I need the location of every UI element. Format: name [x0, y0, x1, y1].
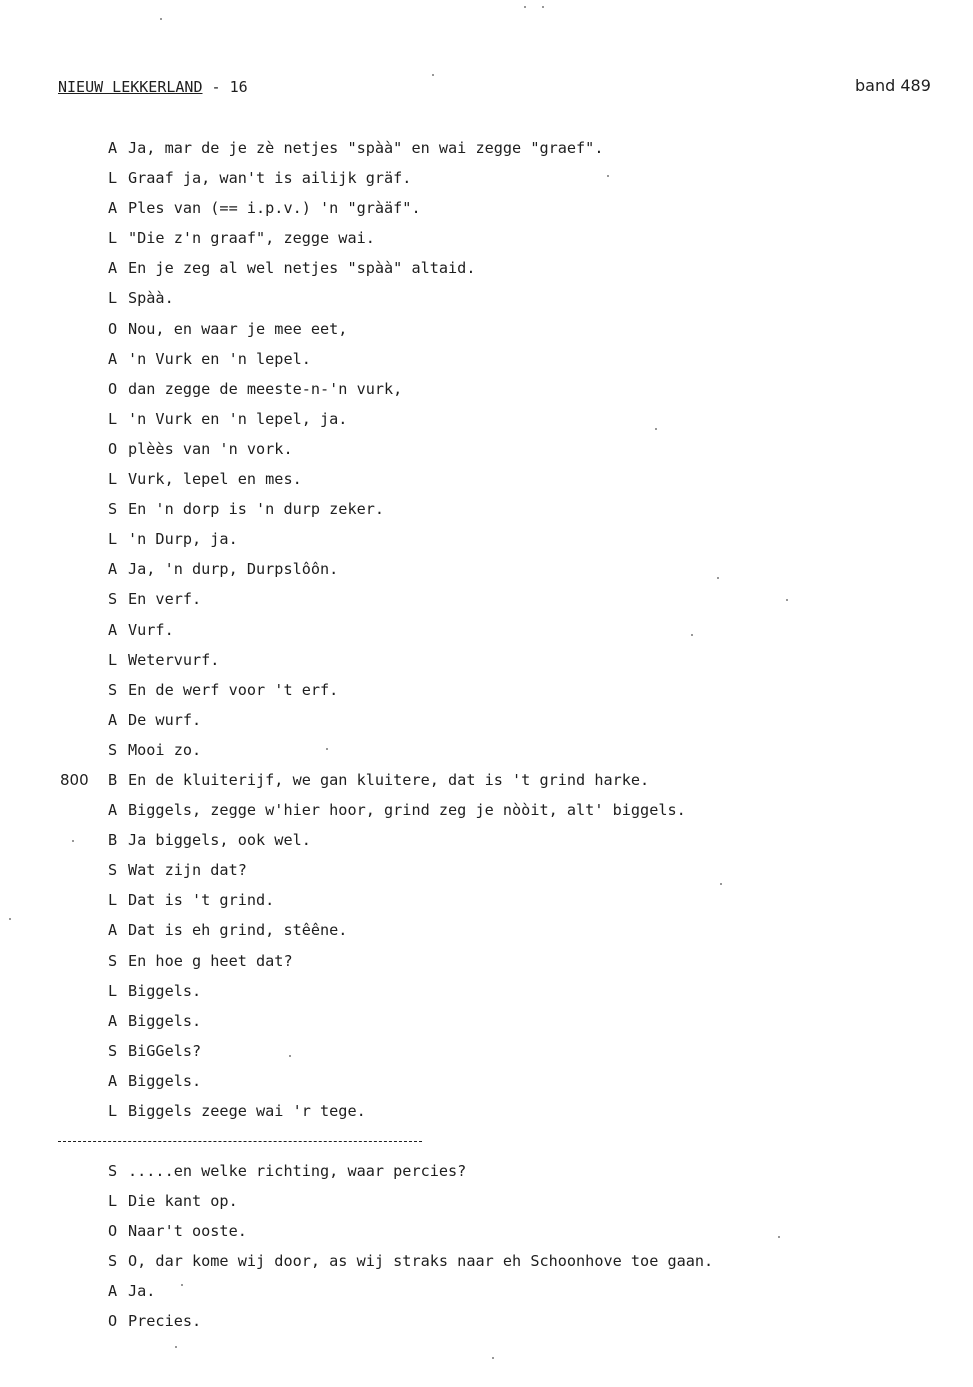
speaker-label: A: [108, 620, 118, 639]
utterance-text: Dat is 't grind.: [128, 891, 275, 910]
dialogue-line: [108, 344, 908, 374]
dialogue-line: [108, 494, 908, 524]
dialogue-line: [108, 283, 908, 313]
dialogue-line: [108, 1276, 908, 1306]
scan-speck: [655, 428, 657, 430]
dialogue-line: [108, 645, 908, 675]
dialogue-line: [108, 1096, 908, 1126]
speaker-label: L: [108, 169, 118, 188]
utterance-text: Wat zijn dat?: [128, 861, 247, 880]
speaker-label: A: [108, 1282, 118, 1301]
speaker-label: S: [108, 951, 118, 970]
scan-speck: [160, 18, 162, 20]
scan-speck: [524, 6, 526, 8]
speaker-label: S: [108, 1041, 118, 1060]
utterance-text: Precies.: [128, 1312, 202, 1331]
utterance-text: En de werf voor 't erf.: [128, 680, 339, 699]
speaker-label: L: [108, 289, 118, 308]
dialogue-line: [108, 915, 908, 945]
speaker-label: S: [108, 500, 118, 519]
speaker-label: A: [108, 560, 118, 579]
dialogue-line: [108, 675, 908, 705]
utterance-text: Vurk, lepel en mes.: [128, 470, 302, 489]
utterance-text: Ja biggels, ook wel.: [128, 831, 311, 850]
dialogue-line: [108, 946, 908, 976]
speaker-label: L: [108, 1102, 118, 1120]
utterance-text: Ja, 'n durp, Durpslôôn.: [128, 560, 339, 579]
speaker-label: A: [108, 801, 118, 820]
speaker-label: A: [108, 1071, 118, 1090]
utterance-text: Vurf.: [128, 620, 174, 639]
utterance-text: Ja.: [128, 1282, 156, 1301]
utterance-text: Biggels.: [128, 981, 202, 1000]
speaker-label: O: [108, 439, 118, 458]
speaker-label: L: [108, 530, 118, 549]
speaker-label: S: [108, 1162, 118, 1180]
utterance-text: Wetervurf.: [128, 650, 220, 669]
speaker-label: A: [108, 349, 118, 368]
speaker-label: L: [108, 470, 118, 489]
speaker-label: S: [108, 680, 118, 699]
speaker-label: S: [108, 740, 118, 759]
dialogue-line: [108, 554, 908, 584]
dialogue-line: [108, 133, 908, 163]
dialogue-line: [108, 825, 908, 855]
scan-speck: [175, 1346, 177, 1348]
dialogue-line: [108, 1216, 908, 1246]
utterance-text: Biggels.: [128, 1071, 202, 1090]
speaker-label: B: [108, 831, 118, 850]
speaker-label: A: [108, 259, 118, 278]
header-separator: -: [202, 78, 230, 96]
utterance-text: En de kluiterijf, we gan kluitere, dat is 't grind harke.: [128, 770, 650, 789]
dialogue-line: [108, 1246, 908, 1276]
speaker-label: A: [108, 1011, 118, 1030]
speaker-label: L: [108, 229, 118, 248]
utterance-text: Die kant op.: [128, 1192, 238, 1211]
page-header: [58, 78, 248, 96]
dialogue-line: [108, 1186, 908, 1216]
utterance-text: 'n Vurk en 'n lepel.: [128, 349, 311, 368]
dialogue-line: [108, 1066, 908, 1096]
speaker-label: A: [108, 199, 118, 218]
scan-speck: [326, 748, 328, 750]
utterance-text: dan zegge de meeste-n-'n vurk,: [128, 379, 403, 398]
speaker-label: O: [108, 1312, 118, 1331]
document-title: NIEUW LEKKERLAND: [58, 78, 203, 96]
speaker-label: O: [108, 1222, 118, 1241]
scan-speck: [432, 74, 434, 76]
dialogue-line: [108, 253, 908, 283]
utterance-text: "Die z'n graaf", zegge wai.: [128, 229, 375, 248]
utterance-text: plèès van 'n vork.: [128, 439, 293, 458]
dialogue-line: [108, 434, 908, 464]
speaker-label: B: [108, 770, 118, 789]
utterance-text: Ja, mar de je zè netjes "spàà" en wai zegge "graef".: [128, 139, 604, 157]
utterance-text: De wurf.: [128, 710, 202, 729]
speaker-label: S: [108, 861, 118, 880]
dialogue-line: [108, 615, 908, 645]
scan-speck: [72, 840, 74, 842]
dialogue-line: [108, 855, 908, 885]
utterance-text: Biggels zeege wai 'r tege.: [128, 1102, 366, 1120]
scan-speck: [9, 918, 11, 920]
utterance-text: Biggels, zegge w'hier hoor, grind zeg je nòòit, alt' biggels.: [128, 801, 686, 820]
dialogue-line: [108, 1306, 908, 1336]
utterance-text: En verf.: [128, 590, 202, 609]
dialogue-line: [108, 464, 908, 494]
scan-speck: [607, 175, 609, 177]
utterance-text: En 'n dorp is 'n durp zeker.: [128, 500, 385, 519]
dialogue-line: [108, 976, 908, 1006]
dialogue-line: [108, 795, 908, 825]
speaker-label: L: [108, 650, 118, 669]
utterance-text: Spàà.: [128, 289, 174, 308]
speaker-label: O: [108, 379, 118, 398]
line-counter-marker: 800: [60, 770, 89, 789]
scan-speck: [542, 6, 544, 8]
scan-speck: [717, 577, 719, 579]
dialogue-line: [108, 1036, 908, 1066]
speaker-label: S: [108, 1252, 118, 1271]
utterance-text: Biggels.: [128, 1011, 202, 1030]
dialogue-line: [108, 314, 908, 344]
dialogue-line: [108, 374, 908, 404]
dialogue-line: [108, 735, 908, 765]
speaker-label: A: [108, 139, 118, 157]
scan-speck: [778, 1236, 780, 1238]
dialogue-block-continued: [108, 1156, 908, 1337]
scan-speck: [786, 599, 788, 601]
speaker-label: S: [108, 590, 118, 609]
speaker-label: A: [108, 710, 118, 729]
dialogue-line: [108, 223, 908, 253]
dialogue-line: [60, 765, 908, 795]
dialogue-line: [108, 524, 908, 554]
utterance-text: 'n Durp, ja.: [128, 530, 238, 549]
utterance-text: Nou, en waar je mee eet,: [128, 319, 348, 338]
scan-speck: [720, 883, 722, 885]
speaker-label: O: [108, 319, 118, 338]
dialogue-line: [108, 193, 908, 223]
dialogue-line: [108, 885, 908, 915]
dialogue-line: [108, 163, 908, 193]
band-number: band 489: [855, 76, 931, 95]
speaker-label: A: [108, 921, 118, 940]
utterance-text: .....en welke richting, waar percies?: [128, 1162, 467, 1180]
utterance-text: 'n Vurk en 'n lepel, ja.: [128, 409, 348, 428]
utterance-text: Mooi zo.: [128, 740, 202, 759]
dialogue-line: [108, 404, 908, 434]
utterance-text: BiGGels?: [128, 1041, 202, 1060]
speaker-label: L: [108, 891, 118, 910]
scan-speck: [289, 1055, 291, 1057]
utterance-text: Naar't ooste.: [128, 1222, 247, 1241]
scan-speck: [492, 1357, 494, 1359]
speaker-label: L: [108, 1192, 118, 1211]
dialogue-line: [108, 1156, 908, 1186]
dialogue-line: [108, 1006, 908, 1036]
page-number: 16: [229, 78, 248, 96]
utterance-text: Dat is eh grind, stêêne.: [128, 921, 348, 940]
utterance-text: En je zeg al wel netjes "spàà" altaid.: [128, 259, 476, 278]
scan-speck: [181, 1284, 183, 1286]
dialogue-block: [60, 133, 908, 1126]
speaker-label: L: [108, 409, 118, 428]
utterance-text: Graaf ja, wan't is ailijk gräf.: [128, 169, 412, 188]
dialogue-line: [108, 584, 908, 614]
section-divider: [58, 1141, 422, 1142]
scan-speck: [691, 634, 693, 636]
utterance-text: Ples van (== i.p.v.) 'n "gràäf".: [128, 199, 421, 218]
utterance-text: O, dar kome wij door, as wij straks naar eh Schoonhove toe gaan.: [128, 1252, 714, 1271]
dialogue-line: [108, 705, 908, 735]
speaker-label: L: [108, 981, 118, 1000]
utterance-text: En hoe g heet dat?: [128, 951, 293, 970]
